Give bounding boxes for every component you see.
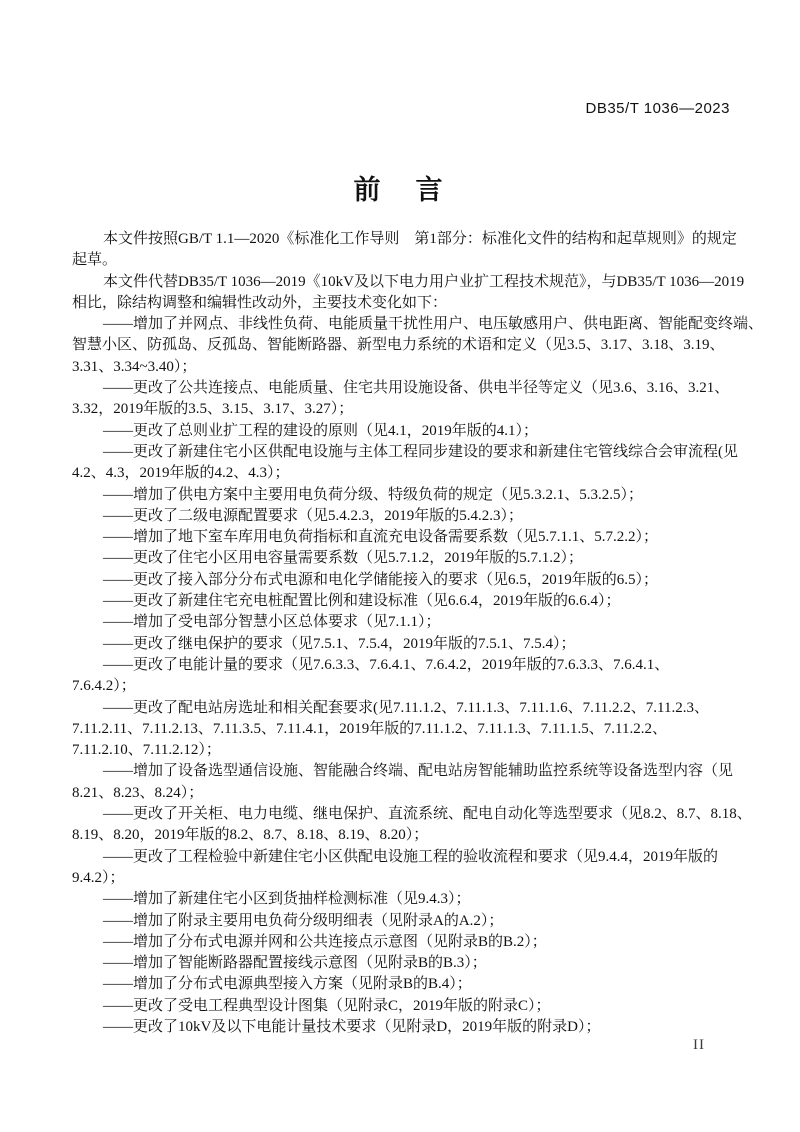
body-line: ——更改了总则业扩工程的建设的原则（见4.1，2019年版的4.1）；: [103, 422, 539, 439]
body-line: ——更改了住宅小区用电容量需要系数（见5.7.1.2，2019年版的5.7.1.2）；: [103, 550, 584, 567]
body-line: 9.4.2）；: [72, 869, 125, 886]
body-line: 3.32，2019年版的3.5、3.15、3.17、3.27）；: [72, 401, 354, 418]
body-line: ——增加了供电方案中主要用电负荷分级、特级负荷的规定（见5.3.2.1、5.3.2.5）；: [103, 486, 644, 503]
body-line: 起草。: [72, 252, 118, 269]
page-number: II: [693, 1037, 705, 1053]
body-line: ——增加了地下室车库用电负荷指标和直流充电设备需要系数（见5.7.1.1、5.7.2.2）；: [103, 529, 659, 546]
page-title: 前 言: [353, 175, 447, 205]
body-line: ——更改了配电站房选址和相关配套要求(见7.11.1.2、7.11.1.3、7.11.1.6、7.11.2.2、7.11.2.3、: [103, 699, 709, 716]
body-line: ——更改了受电工程典型设计图集（见附录C，2019年版的附录C）；: [103, 997, 551, 1014]
body-line: 7.6.4.2）；: [72, 678, 136, 695]
body-line: ——更改了新建住宅小区供配电设施与主体工程同步建设的要求和新建住宅管线综合会审流程(见: [103, 443, 738, 460]
body-line: 相比，除结构调整和编辑性改动外，主要技术变化如下：: [72, 294, 448, 311]
body-line: ——更改了新建住宅充电桩配置比例和建设标准（见6.6.4，2019年版的6.6.4）；: [103, 593, 621, 610]
body-line: ——更改了继电保护的要求（见7.5.1、7.5.4，2019年版的7.5.1、7.5.4）；: [103, 635, 576, 652]
body-line: ——更改了10kV及以下电能计量技术要求（见附录D，2019年版的附录D）；: [103, 1018, 601, 1035]
body-line: ——更改了公共连接点、电能质量、住宅共用设施设备、供电半径等定义（见3.6、3.16、3.21、: [103, 380, 730, 397]
body-line: ——更改了电能计量的要求（见7.6.3.3、7.6.4.1、7.6.4.2，2019年版的7.6.3.3、7.6.4.1、: [103, 656, 670, 673]
body-line: ——增加了设备选型通信设施、智能融合终端、配电站房智能辅助监控系统等设备选型内容（见: [103, 763, 734, 780]
body-line: 3.31、3.34~3.40）；: [72, 358, 197, 375]
body-line: 4.2、4.3，2019年版的4.2、4.3）；: [72, 465, 290, 482]
body-line: ——增加了新建住宅小区到货抽样检测标准（见9.4.3）；: [103, 891, 471, 908]
body-line: 本文件代替DB35/T 1036—2019《10kV及以下电力用户业扩工程技术规范》，与DB35/T 1036—2019: [103, 273, 745, 290]
body-line: ——增加了分布式电源并网和公共连接点示意图（见附录B的B.2）；: [103, 933, 547, 950]
body-line: 7.11.2.11、7.11.2.13、7.11.3.5、7.11.4.1，2019年版的7.11.1.2、7.11.1.3、7.11.1.5、7.11.2.2、: [72, 720, 667, 737]
body-line: 8.19、8.20，2019年版的8.2、8.7、8.18、8.19、8.20）；: [72, 827, 429, 844]
body-line: ——更改了开关柜、电力电缆、继电保护、直流系统、配电自动化等选型要求（见8.2、8.7、8.18、: [103, 806, 752, 823]
body-line: ——更改了二级电源配置要求（见5.4.2.3，2019年版的5.4.2.3）；: [103, 507, 524, 524]
body-line: ——增加了附录主要用电负荷分级明细表（见附录A的A.2）；: [103, 912, 504, 929]
body-line: 本文件按照GB/T 1.1—2020《标准化工作导则 第1部分：标准化文件的结构和起草规则》的规定: [103, 231, 737, 247]
body-line: ——增加了受电部分智慧小区总体要求（见7.1.1）；: [103, 614, 441, 631]
body-line: ——更改了接入部分分布式电源和电化学储能接入的要求（见6.5，2019年版的6.5）；: [103, 571, 659, 588]
body-line: ——增加了分布式电源典型接入方案（见附录B的B.4）；: [103, 976, 472, 993]
body-line: 智慧小区、防孤岛、反孤岛、智能断路器、新型电力系统的术语和定义（见3.5、3.17、3.18、3.19、: [72, 337, 725, 354]
body-line: 8.21、8.23、8.24）；: [72, 784, 204, 801]
body-line: ——增加了智能断路器配置接线示意图（见附录B的B.3）；: [103, 955, 487, 972]
foreword-body: [72, 229, 764, 1038]
body-line: ——增加了并网点、非线性负荷、电能质量干扰性用户、电压敏感用户、供电距离、智能配变终端、: [103, 316, 764, 333]
body-line: ——更改了工程检验中新建住宅小区供配电设施工程的验收流程和要求（见9.4.4，2019年版的: [103, 848, 719, 865]
document-code: DB35/T 1036—2023: [585, 100, 730, 117]
body-line: 7.11.2.10、7.11.2.12）；: [72, 742, 221, 759]
